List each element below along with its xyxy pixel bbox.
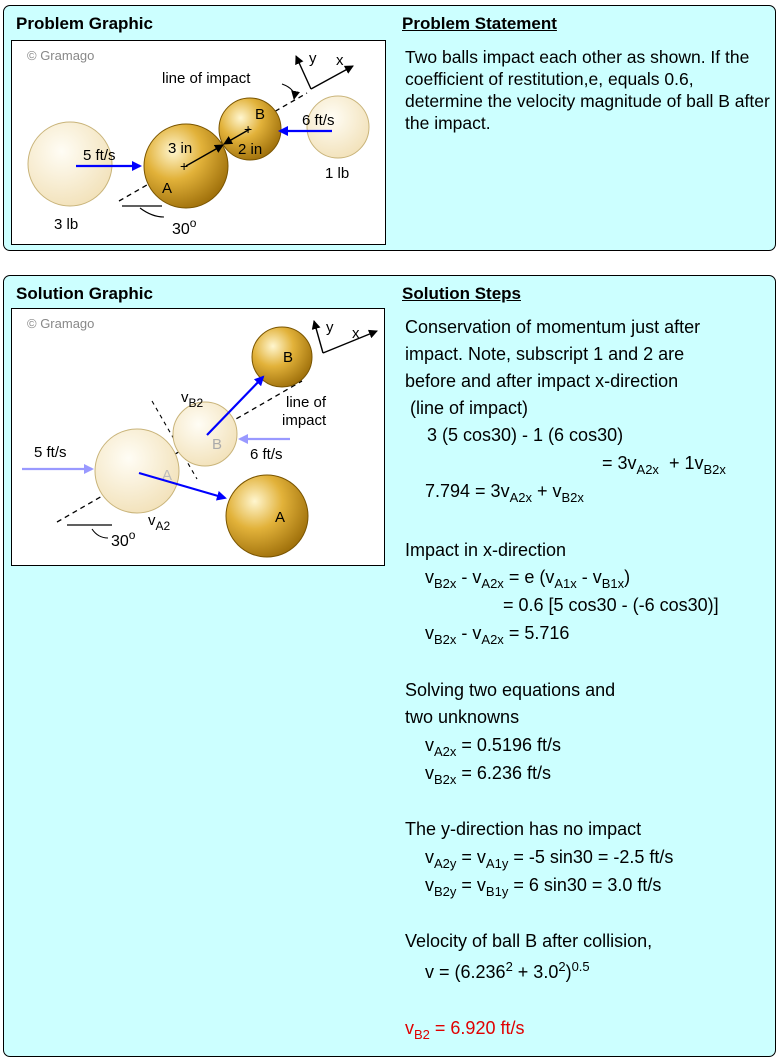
ball-b-at-impact (173, 402, 237, 466)
vb2-label: $v_{B2}$ (181, 389, 204, 410)
step-text: Conservation of momentum just after (405, 317, 701, 337)
equation: = $3v_{A2x} + 1v_{B2x}$ (602, 453, 726, 477)
equation: $v_{A2x} = 0.5196$ ft/s (425, 735, 561, 759)
solution-y-axis-arrow (314, 321, 323, 353)
step-text: (line of impact) (405, 398, 529, 418)
solution-y-axis-label: y (326, 319, 334, 336)
angle-label: 30$^o$ (172, 216, 197, 238)
x-axis-arrow (311, 66, 353, 89)
problem-graphic (11, 40, 386, 245)
center-b-mark: + (244, 121, 253, 137)
solution-angle-arc (92, 529, 108, 538)
solution-line-of-impact-label-1: line of (286, 394, 327, 411)
problem-watermark: © Gramago (27, 48, 95, 63)
equation: 3 (5 cos30) - 1 (6 cos30) (427, 425, 624, 445)
line-of-impact-pointer (282, 84, 294, 99)
solution-x-axis-label: x (352, 325, 360, 342)
solution-graphic (11, 308, 385, 566)
weight-b-label: 1 lb (325, 165, 350, 182)
equation: $v_{B2x} = 6.236$ ft/s (425, 763, 551, 787)
ball-b-after-label: B (283, 349, 294, 366)
weight-a-label: 3 lb (54, 216, 79, 233)
solution-angle-label: 30$^o$ (111, 528, 136, 550)
faded-ball-b-label: B (212, 436, 223, 453)
solution-diagram (12, 309, 386, 567)
faded-ball-a-label: A (162, 467, 173, 484)
problem-diagram (12, 41, 387, 246)
step-text: The y-direction has no impact (405, 819, 642, 839)
step-text: Velocity of ball B after collision, (405, 931, 653, 951)
equation: $v_{B2x} - v_{A2x} = e$ $(v_{A1x} - v_{B1x})$ (425, 567, 631, 591)
problem-statement-text: Two balls impact each other as shown. If the coefficient of restitution,e, equals 0.6, determine the velocity magnitude of ball B after the impact. (405, 47, 770, 133)
solution-steps (405, 276, 775, 1056)
step-text: two unknowns (405, 707, 520, 727)
problem-graphic-title: Problem Graphic (16, 14, 153, 33)
step-text: before and after impact x-direction (405, 371, 679, 391)
line-of-impact-label: line of impact (162, 70, 251, 87)
solution-graphic-title: Solution Graphic (16, 284, 153, 303)
radius-a-label: 3 in (168, 140, 193, 157)
velocity-a-label: 5 ft/s (83, 147, 116, 164)
step-text: Solving two equations and (405, 680, 616, 700)
radius-b-label: 2 in (238, 141, 263, 158)
problem-statement-title: Problem Statement (402, 14, 557, 33)
ball-a-initial (28, 122, 112, 206)
center-a-mark: + (180, 158, 189, 174)
solution-line-of-impact-label-2: impact (282, 412, 327, 429)
ball-a-after (226, 475, 308, 557)
solution-watermark: © Gramago (27, 316, 95, 331)
velocity-b-label: 6 ft/s (302, 112, 335, 129)
problem-panel (3, 5, 776, 251)
equation: $7.794 = 3v_{A2x} + v_{B2x}$ (425, 481, 584, 505)
ball-a-after-label: A (275, 509, 286, 526)
equation: $v_{A2y} = v_{A1y} = -5$ sin30 = -2.5 ft/s (425, 847, 674, 871)
ball-b-label: B (255, 106, 266, 123)
equation: $v = (6.236^2 + 3.0^2)^{0.5}$ (425, 959, 590, 982)
equation: = 0.6 [5 cos30 - (-6 cos30)] (503, 595, 719, 615)
y-axis-label: y (309, 50, 317, 67)
equation: $v_{B2y} = v_{B1y} = 6$ sin30 = 3.0 ft/s (425, 875, 662, 899)
ball-a-label: A (162, 180, 173, 197)
final-answer: $v_{B2} = 6.920$ ft/s (405, 1018, 525, 1042)
step-text: impact. Note, subscript 1 and 2 are (405, 344, 685, 364)
angle-arc (140, 208, 164, 217)
initial-velocity-a-label: 5 ft/s (34, 444, 67, 461)
equation: $v_{B2x} - v_{A2x} = 5.716$ (425, 623, 570, 647)
solution-steps-title: Solution Steps (402, 284, 521, 303)
step-text: Impact in x-direction (405, 540, 567, 560)
x-axis-label: x (336, 52, 344, 69)
initial-velocity-b-label: 6 ft/s (250, 446, 283, 463)
solution-panel (3, 275, 776, 1057)
va2-label: $v_{A2}$ (148, 512, 171, 533)
